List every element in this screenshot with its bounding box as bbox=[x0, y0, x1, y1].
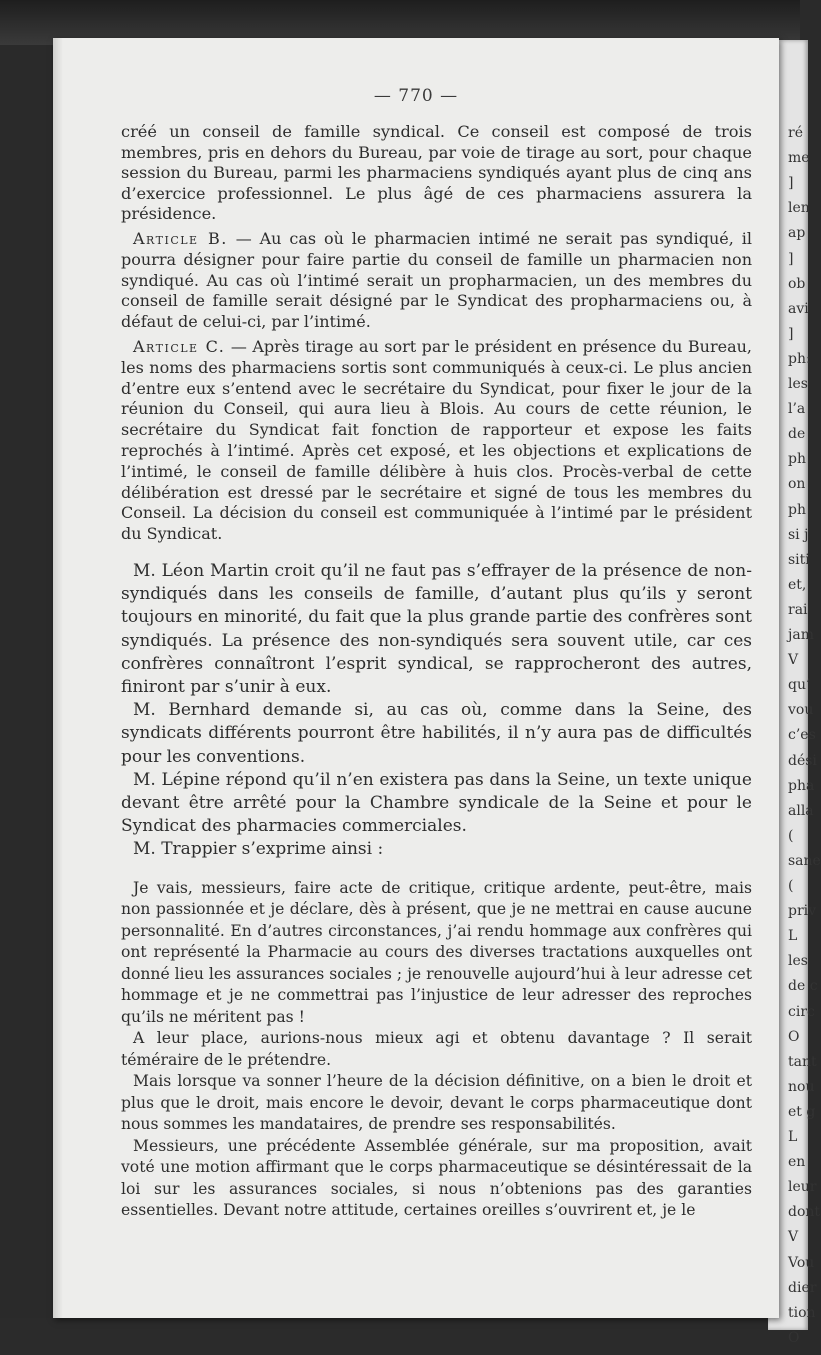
adjacent-page-fragment: ob bbox=[788, 275, 806, 292]
adjacent-page-fragment: ] bbox=[788, 250, 794, 267]
article-label: Article C. bbox=[133, 336, 226, 356]
article-text: — Au cas où le pharmacien intimé ne serait pas syndiqué, il pourra désigner pour faire partie du conseil de famille un pharmacien non syndiqué. Au cas où l’intimé serait un propharmacien, un des membres du conseil de famille serait désigné par le Syndicat des propharmaciens ou, à défaut de celui-ci, par l’intimé. bbox=[121, 228, 752, 332]
adjacent-page-fragment: c’es bbox=[788, 727, 816, 744]
adjacent-page-fragment: V bbox=[788, 652, 799, 669]
adjacent-page-fragment: pha bbox=[788, 777, 815, 794]
adjacent-page-fragment: on bbox=[788, 476, 806, 493]
adjacent-page-fragment: alla bbox=[788, 802, 814, 819]
adjacent-page-fragment: priv bbox=[788, 903, 817, 920]
adjacent-page-fragment: ph: bbox=[788, 350, 811, 367]
adjacent-page-fragment: ap bbox=[788, 225, 806, 242]
adjacent-page-fragment: Vou bbox=[788, 1254, 815, 1271]
adjacent-page-fragment: si j bbox=[788, 526, 809, 543]
adjacent-page-fragment: L bbox=[788, 1129, 798, 1146]
adjacent-page-fragment: vou bbox=[788, 702, 814, 719]
discussion-paragraph: M. Léon Martin croit qu’il ne faut pas s’effrayer de la présence de non-syndiqués dans les conseils de famille, d’autant plus qu’ils y seront toujours en minorité, du fait que la plus grande partie des confrères sont syndiqués. La présence des non-syndiqués sera souvent utile, car ces confrères connaîtront l’esprit syndical, se rapprocheront des autres, finiront par s’unir à eux. bbox=[121, 560, 752, 697]
adjacent-page-fragment: tant bbox=[788, 1053, 817, 1070]
adjacent-page-fragment: ( bbox=[788, 878, 794, 895]
discussion-paragraph: M. Bernhard demande si, au cas où, comme dans la Seine, des syndicats différents pourront être habilités, il n’y aura pas de difficultés pour les conventions. bbox=[121, 700, 752, 767]
speech-paragraph: Je vais, messieurs, faire acte de critique, critique ardente, peut-être, mais non passionnée et je déclare, dès à présent, que je ne mettrai en cause aucune personnalité. En d’autres circonstances, j’ai rendu hommage aux confrères qui ont représenté la Pharmacie au cours des diverses tractations auxquelles ont donné lieu les assurances sociales ; je renouvelle aujourd’hui à leur adresse cet hommage et je ne commettrai pas l’injustice de leur adresser des reproches qu’ils ne méritent pas ! bbox=[121, 878, 752, 1026]
adjacent-page-fragment: me bbox=[788, 150, 810, 167]
article-b bbox=[121, 229, 752, 333]
adjacent-page-fragment: O bbox=[788, 1028, 800, 1045]
adjacent-page-fragment: len bbox=[788, 200, 810, 217]
adjacent-page-fragment: les bbox=[788, 376, 808, 393]
adjacent-page-fragment: ré bbox=[788, 125, 803, 141]
discussion-paragraph: M. Lépine répond qu’il n’en existera pas dans la Seine, un texte unique devant être arrêté pour la Chambre syndicale de la Seine et pour le Syndicat des pharmacies commerciales. bbox=[121, 769, 752, 837]
adjacent-page-fragment: les bbox=[788, 953, 808, 970]
page-number: — 770 — bbox=[373, 86, 459, 106]
speech-paragraph: Mais lorsque va sonner l’heure de la décision définitive, on a bien le droit et plus que le droit, mais encore le devoir, devant le corps pharmaceutique dont nous sommes les mandataires, de prendre ses responsabilités. bbox=[121, 1072, 752, 1134]
article-c bbox=[121, 337, 752, 545]
adjacent-page-fragment: ph bbox=[788, 451, 806, 468]
adjacent-page-fragment: jam bbox=[788, 627, 814, 644]
article-label: Article B. bbox=[133, 228, 228, 248]
adjacent-page-fragment: circ bbox=[788, 1003, 815, 1020]
adjacent-page-fragment: tion bbox=[788, 1304, 816, 1321]
adjacent-page-fragment: ] bbox=[788, 175, 794, 192]
adjacent-page-fragment: rai bbox=[788, 601, 808, 618]
adjacent-page-fragment: ( bbox=[788, 827, 794, 844]
body-text bbox=[121, 122, 752, 1222]
discussion-paragraph: M. Trappier s’exprime ainsi : bbox=[133, 839, 384, 860]
adjacent-page-fragment: sane bbox=[788, 852, 821, 869]
adjacent-page-fragment: et, bbox=[788, 576, 807, 593]
adjacent-page-fragment: nou bbox=[788, 1078, 815, 1095]
adjacent-page-fragment: dont bbox=[788, 1204, 821, 1221]
speech-paragraph: A leur place, aurions-nous mieux agi et obtenu davantage ? Il serait téméraire de le prétendre. bbox=[121, 1029, 752, 1069]
adjacent-page-fragment: qu’ bbox=[788, 677, 811, 694]
adjacent-page-fragment: ] bbox=[788, 325, 794, 342]
adjacent-page-fragment: de c bbox=[788, 978, 818, 995]
scanner-backdrop-bottom bbox=[0, 1318, 800, 1355]
adjacent-page-fragment: O bbox=[788, 1329, 800, 1346]
adjacent-page-fragment: de bbox=[788, 426, 806, 443]
speech-paragraph: Messieurs, une précédente Assemblée générale, sur ma proposition, avait voté une motion affirmant que le corps pharmaceutique se désintéressait de la loi sur les assurances sociales, si nous n’obtenions pas des garanties essentielles. Devant notre attitude, certaines oreilles s’ouvrirent et, je le bbox=[121, 1136, 752, 1220]
adjacent-page-fragment: L bbox=[788, 928, 798, 945]
adjacent-page-fragment: leur bbox=[788, 1179, 817, 1196]
adjacent-page-fragment: dier bbox=[788, 1279, 817, 1296]
adjacent-page-fragment: siti bbox=[788, 551, 810, 568]
paragraph: créé un conseil de famille syndical. Ce conseil est composé de trois membres, pris en dehors du Bureau, par voie de tirage au sort, pour chaque session du Bureau, parmi les pharmaciens syndiqués ayant plus de cinq ans d’exercice professionnel. Le plus âgé de ces pharmaciens assurera la présidence. bbox=[121, 122, 752, 224]
adjacent-page-fragment: dési bbox=[788, 752, 817, 769]
adjacent-page-fragment: V bbox=[788, 1229, 799, 1246]
adjacent-page-fragment: l’a bbox=[788, 401, 806, 418]
article-text: — Après tirage au sort par le président en présence du Bureau, les noms des pharmaciens sortis sont communiqués à ceux-ci. Le plus ancien d’entre eux s’entend avec le secrétaire du Syndicat, pour fixer le jour de la réunion du Conseil, qui aura lieu à Blois. Au cours de cette réunion, le secrétaire du Syndicat fait fonction de rapporteur et expose les faits reprochés à l’intimé. Après cet exposé, et les objections et explications de l’intimé, le conseil de famille délibère à huis clos. Procès-verbal de cette délibération est dressé par le secrétaire et signé de tous les membres du Conseil. La décision du conseil est communiquée à l’intimé par le président du Syndicat. bbox=[121, 336, 753, 544]
adjacent-page-fragment: en bbox=[788, 1154, 806, 1171]
page-gutter-shadow bbox=[53, 38, 63, 1318]
adjacent-page-fragment: et g bbox=[788, 1103, 816, 1120]
adjacent-page-fragment: avi bbox=[788, 300, 809, 317]
adjacent-page-fragment: ph bbox=[788, 501, 806, 518]
